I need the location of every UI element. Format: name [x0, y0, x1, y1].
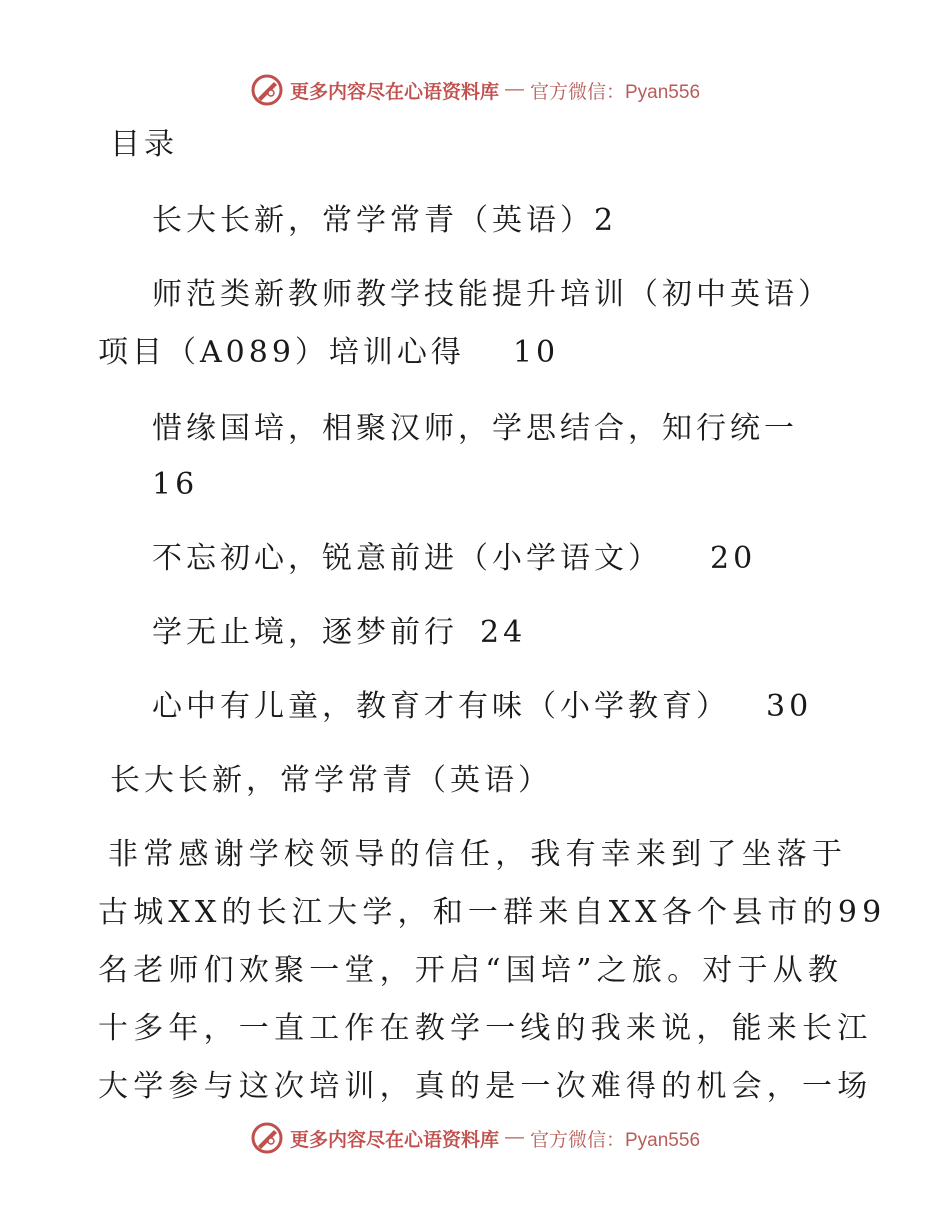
- toc-entry-title: 长大长新，常学常青（英语）: [152, 203, 594, 238]
- watermark-text: 更多内容尽在心语资料库: [289, 80, 499, 103]
- toc-entry-title: 不忘初心，锐意前进（小学语文）: [152, 541, 662, 576]
- toc-entry-5[interactable]: [152, 615, 526, 651]
- toc-entry-page: 2: [594, 203, 618, 238]
- toc-entry-title: 惜缘国培，相聚汉师，学思结合，知行统一: [152, 411, 798, 446]
- article-paragraph-line: 十多年，一直工作在教学一线的我来说，能来长江: [98, 1011, 873, 1046]
- toc-entry-page: 30: [766, 689, 813, 724]
- toc-entry-2-line1[interactable]: [152, 277, 832, 313]
- toc-heading: 目录: [110, 127, 178, 162]
- watermark-text: 更多内容尽在心语资料库: [289, 1128, 499, 1151]
- toc-entry-title: 学无止境，逐梦前行: [152, 615, 458, 650]
- article-paragraph-line: 非常感谢学校领导的信任，我有幸来到了坐落于: [108, 837, 848, 872]
- toc-entry-4[interactable]: [152, 541, 756, 577]
- toc-entry-3-line1[interactable]: [152, 411, 798, 447]
- toc-entry-page: 24: [480, 615, 527, 650]
- watermark-account: 官方微信：Pyan556: [530, 81, 701, 103]
- toc-entry-1[interactable]: [152, 203, 617, 239]
- toc-entry-3-line2[interactable]: [152, 467, 198, 503]
- article-paragraph-line: 古城XX的长江大学，和一群来自XX各个县市的99: [98, 895, 887, 930]
- toc-entry-page: 20: [710, 541, 757, 576]
- article-heading: 长大长新，常学常青（英语）: [110, 763, 552, 798]
- article-paragraph-line: 名老师们欢聚一堂，开启“国培”之旅。对于从教: [98, 953, 844, 988]
- toc-entry-title: 心中有儿童，教育才有味（小学教育）: [152, 689, 730, 724]
- pen-logo-icon: [250, 73, 284, 107]
- watermark-banner-bottom: [0, 1118, 950, 1158]
- toc-entry-title: 师范类新教师教学技能提升培训（初中英语）: [152, 277, 832, 312]
- article-paragraph-line: 大学参与这次培训，真的是一次难得的机会，一场: [98, 1069, 873, 1104]
- watermark-dash: —: [505, 1127, 524, 1148]
- toc-entry-6[interactable]: [152, 689, 812, 725]
- watermark-account: 官方微信：Pyan556: [530, 1129, 701, 1151]
- toc-entry-page: 10: [512, 335, 560, 370]
- watermark-dash: —: [505, 79, 524, 100]
- toc-entry-title: 项目（A089）培训心得: [98, 335, 465, 370]
- toc-entry-2-line2[interactable]: [98, 335, 559, 371]
- toc-entry-page: 16: [152, 467, 199, 502]
- pen-logo-icon: [250, 1121, 284, 1155]
- watermark-banner-top: [0, 70, 950, 110]
